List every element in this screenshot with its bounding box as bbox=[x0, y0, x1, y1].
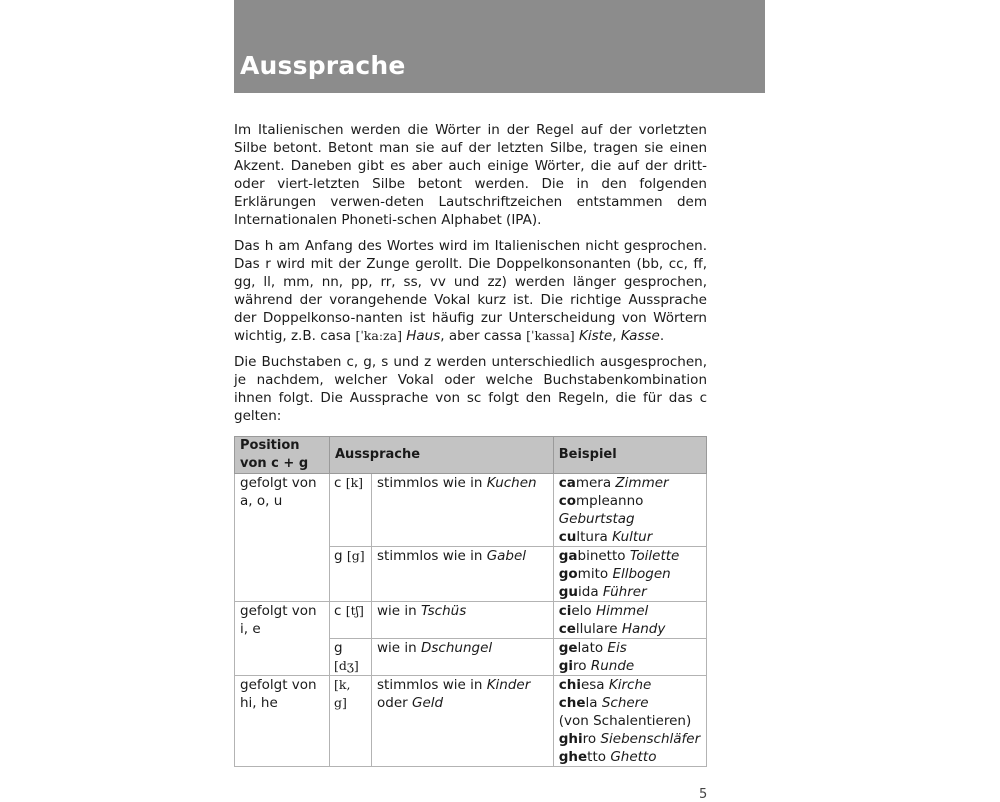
example-rest: la bbox=[585, 695, 598, 711]
sound-cell bbox=[330, 474, 372, 547]
example-rest: binetto bbox=[577, 548, 626, 564]
page-title: Aussprache bbox=[240, 51, 406, 80]
letter: g bbox=[334, 548, 343, 564]
example-stem: ce bbox=[558, 621, 576, 637]
description-text: stimmlos wie in bbox=[377, 677, 487, 693]
example-item bbox=[559, 492, 701, 528]
example-rest: elo bbox=[571, 603, 592, 619]
example-item bbox=[559, 748, 701, 766]
description-word: Kuchen bbox=[486, 475, 537, 491]
example-stem: gi bbox=[558, 658, 574, 674]
ipa-transcription: [ˈkaːza] bbox=[355, 328, 402, 343]
example-item bbox=[559, 657, 701, 675]
example-translation: Himmel bbox=[595, 603, 649, 619]
example-item bbox=[559, 694, 701, 712]
description-word: Dschungel bbox=[421, 640, 493, 656]
example-item bbox=[559, 565, 701, 583]
example-translation: Kirche bbox=[608, 677, 652, 693]
example-stem: chi bbox=[558, 677, 581, 693]
ipa-symbol: [k, g] bbox=[334, 677, 351, 710]
example-translation: Siebenschläfer bbox=[600, 731, 701, 747]
example-rest: llulare bbox=[575, 621, 618, 637]
sound-cell bbox=[330, 676, 372, 767]
ipa-symbol: [k] bbox=[345, 475, 364, 490]
example-rest: (von Schalentieren) bbox=[558, 713, 692, 729]
example-stem: ge bbox=[558, 640, 578, 656]
translation: Kiste bbox=[578, 328, 613, 344]
example-cell bbox=[553, 676, 706, 767]
description-word: Kinder bbox=[486, 677, 531, 693]
header-beispiel: Beispiel bbox=[553, 437, 706, 474]
paragraph-consonants bbox=[234, 237, 707, 345]
header-aussprache: Aussprache bbox=[330, 437, 554, 474]
description-word: Tschüs bbox=[421, 603, 467, 619]
example-translation: Ellbogen bbox=[612, 566, 671, 582]
description-text: wie in bbox=[377, 640, 421, 656]
example-rest: mera bbox=[575, 475, 612, 491]
paragraph-end: . bbox=[659, 328, 665, 344]
example-rest: ro bbox=[582, 731, 597, 747]
paragraph-intro: Im Italienischen werden die Wörter in der Regel auf der vorletzten Silbe betont. Betont man sie auf der letzten Silbe, tragen sie einen Akzent. Daneben gibt es aber auch einige Wörter, die auf der dritt- oder viert-letzten Silbe betont werden. Die in den folgenden Erklärungen verwen-deten Lautschriftzeichen entstammen dem Internationalen Phoneti-schen Alphabet (IPA). bbox=[234, 122, 707, 228]
ipa-symbol: [g] bbox=[346, 548, 365, 563]
example-translation: Führer bbox=[602, 584, 647, 600]
example-item bbox=[559, 712, 701, 730]
description-text: stimmlos wie in bbox=[377, 548, 487, 564]
table-row bbox=[235, 602, 707, 639]
example-translation: Schere bbox=[601, 695, 649, 711]
position-cell: gefolgt von i, e bbox=[235, 602, 330, 676]
table-row bbox=[235, 474, 707, 547]
description-word: Gabel bbox=[486, 548, 527, 564]
example-translation: Geburtstag bbox=[558, 511, 635, 527]
example-stem: gu bbox=[558, 584, 578, 600]
example-item bbox=[559, 602, 701, 620]
table-header-row bbox=[235, 437, 707, 474]
description-cell bbox=[372, 676, 554, 767]
position-cell: gefolgt von hi, he bbox=[235, 676, 330, 767]
translation: Kasse bbox=[620, 328, 660, 344]
description-cell bbox=[372, 474, 554, 547]
paragraph-letters: Die Buchstaben c, g, s und z werden unterschiedlich ausgesprochen, je nachdem, welcher Vokal oder welche Buchstabenkombination ihnen folgt. Die Aussprache von sc folgt den Regeln, die für das c gelten: bbox=[234, 354, 707, 424]
example-rest: lato bbox=[577, 640, 604, 656]
example-translation: Kultur bbox=[612, 529, 653, 545]
example-cell bbox=[553, 639, 706, 676]
example-rest: ro bbox=[573, 658, 587, 674]
ipa-symbol: [tʃ] bbox=[345, 603, 364, 618]
example-stem: co bbox=[558, 493, 576, 509]
example-cell bbox=[553, 474, 706, 547]
translation: Haus bbox=[406, 328, 441, 344]
page-number: 5 bbox=[699, 787, 708, 802]
example-item bbox=[559, 474, 701, 492]
letter: c bbox=[334, 603, 342, 619]
header-position: Position von c + g bbox=[235, 437, 330, 474]
sound-cell bbox=[330, 639, 372, 676]
section-header bbox=[234, 0, 765, 93]
description-text: oder bbox=[377, 695, 412, 711]
example-translation: Ghetto bbox=[610, 749, 657, 765]
example-cell bbox=[553, 547, 706, 602]
example-translation: Zimmer bbox=[615, 475, 669, 491]
description-text: stimmlos wie in bbox=[377, 475, 487, 491]
example-translation: Eis bbox=[607, 640, 627, 656]
example-stem: ghi bbox=[558, 731, 583, 747]
example-stem: cu bbox=[558, 529, 577, 545]
example-stem: ghe bbox=[558, 749, 588, 765]
paragraph-text: , aber cassa bbox=[440, 328, 527, 344]
example-stem: ga bbox=[558, 548, 578, 564]
example-item bbox=[559, 676, 701, 694]
example-item bbox=[559, 528, 701, 546]
letter: c bbox=[334, 475, 342, 491]
example-rest: mpleanno bbox=[576, 493, 644, 509]
example-rest: ida bbox=[578, 584, 599, 600]
example-item bbox=[559, 639, 701, 657]
position-cell: gefolgt von a, o, u bbox=[235, 474, 330, 602]
example-item bbox=[559, 547, 701, 565]
ipa-transcription: [ˈkassa] bbox=[526, 328, 575, 343]
example-cell bbox=[553, 602, 706, 639]
description-cell bbox=[372, 602, 554, 639]
separator: , bbox=[612, 328, 621, 344]
example-stem: ca bbox=[558, 475, 576, 491]
example-rest: tto bbox=[587, 749, 607, 765]
example-rest: esa bbox=[580, 677, 605, 693]
description-cell bbox=[372, 547, 554, 602]
example-translation: Toilette bbox=[629, 548, 680, 564]
pronunciation-table bbox=[234, 436, 707, 767]
example-stem: che bbox=[558, 695, 586, 711]
example-item bbox=[559, 730, 701, 748]
table-row bbox=[235, 676, 707, 767]
example-item bbox=[559, 620, 701, 638]
description-text: wie in bbox=[377, 603, 421, 619]
example-rest: mito bbox=[577, 566, 609, 582]
description-word: Geld bbox=[411, 695, 444, 711]
example-translation: Handy bbox=[621, 621, 666, 637]
example-stem: go bbox=[558, 566, 578, 582]
description-cell bbox=[372, 639, 554, 676]
ipa-symbol: [dʒ] bbox=[334, 658, 359, 673]
example-stem: ci bbox=[558, 603, 572, 619]
example-translation: Runde bbox=[590, 658, 635, 674]
letter: g bbox=[334, 640, 343, 656]
example-rest: ltura bbox=[576, 529, 608, 545]
sound-cell bbox=[330, 547, 372, 602]
example-item bbox=[559, 583, 701, 601]
sound-cell bbox=[330, 602, 372, 639]
paragraph-text: Das h am Anfang des Wortes wird im Italienischen nicht gesprochen. Das r wird mit der Zunge gerollt. Die Doppelkonsonanten (bb, cc, ff, gg, ll, mm, nn, pp, rr, ss, vv und zz) werden länger gesprochen, während der vorangehende Vokal kurz ist. Die richtige Aussprache der Doppelkonso-nanten ist häufig zur Unterscheidung von Wörtern wichtig, z.B. casa bbox=[234, 238, 707, 344]
